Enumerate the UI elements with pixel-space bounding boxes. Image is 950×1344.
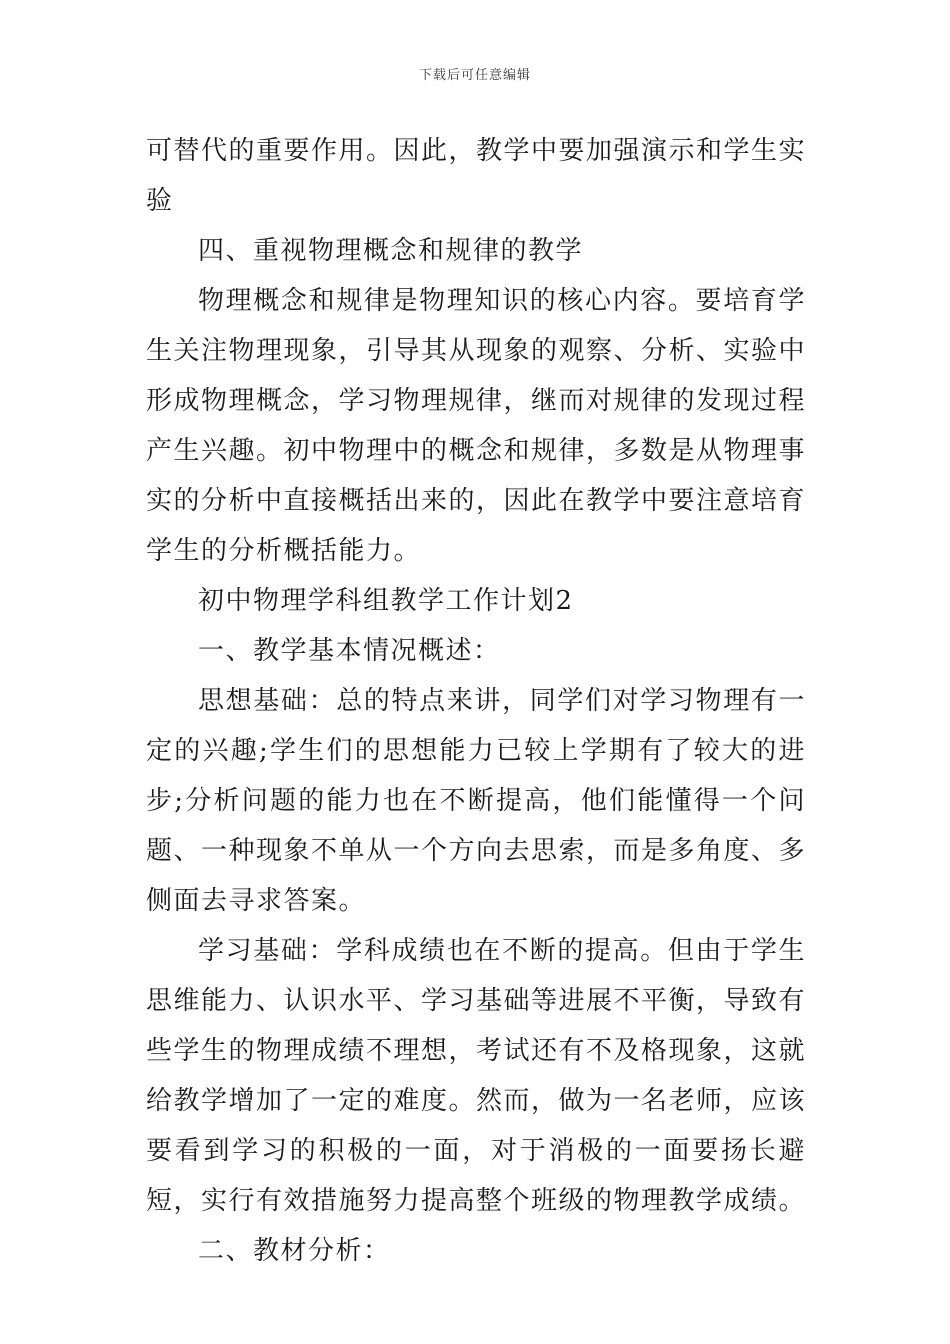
document-body bbox=[146, 126, 806, 1276]
paragraph-concepts: 物理概念和规律是物理知识的核心内容。要培育学生关注物理现象，引导其从现象的观察、分析、实验中形成物理概念，学习物理规律，继而对规律的发现过程产生兴趣。初中物理中的概念和规律，多数是从物理事实的分析中直接概括出来的，因此在教学中要注意培育学生的分析概括能力。 bbox=[146, 286, 807, 566]
section-heading-1: 一、教学基本情况概述： bbox=[198, 636, 501, 666]
section-heading-4: 四、重视物理概念和规律的教学 bbox=[198, 236, 584, 266]
paragraph-learning-basis: 学习基础：学科成绩也在不断的提高。但由于学生思维能力、认识水平、学习基础等进展不平衡，导致有些学生的物理成绩不理想，考试还有不及格现象，这就给教学增加了一定的难度。然而，做为一名老师，应该要看到学习的积极的一面，对于消极的一面要扬长避短，实行有效措施努力提高整个班级的物理教学成绩。 bbox=[146, 936, 807, 1216]
paragraph-continuation: 可替代的重要作用。因此，教学中要加强演示和学生实验 bbox=[146, 136, 807, 216]
section-heading-2: 二、教材分析： bbox=[198, 1236, 391, 1266]
paragraph-thinking-basis: 思想基础：总的特点来讲，同学们对学习物理有一定的兴趣;学生们的思想能力已较上学期有了较大的进步;分析问题的能力也在不断提高，他们能懂得一个问题、一种现象不单从一个方向去思索，而是多角度、多侧面去寻求答案。 bbox=[146, 686, 807, 916]
header-note: 下载后可任意编辑 bbox=[418, 68, 531, 83]
plan-title: 初中物理学科组教学工作计划2 bbox=[198, 586, 574, 616]
